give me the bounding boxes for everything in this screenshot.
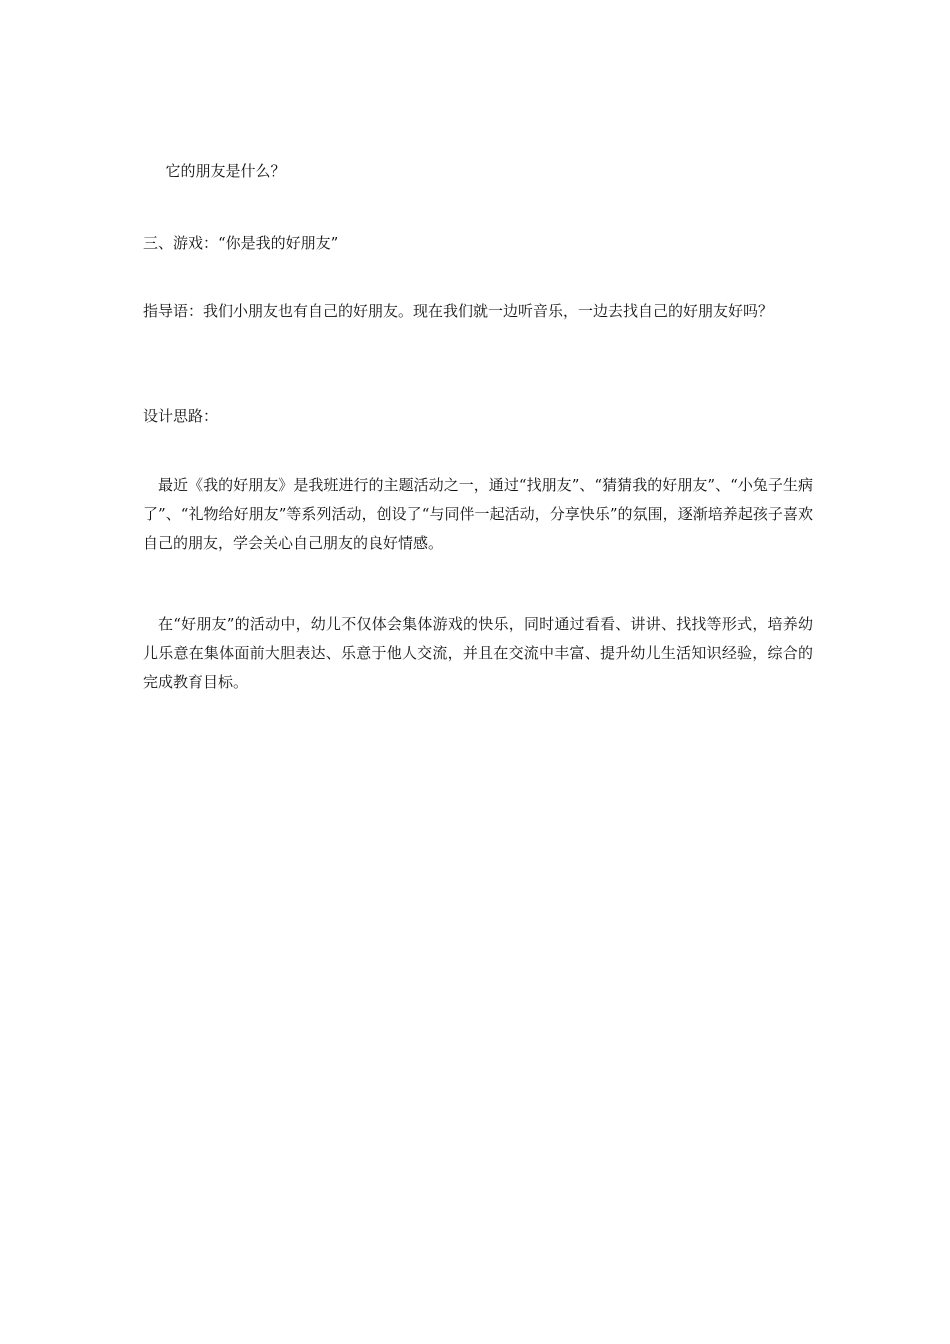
design-paragraph-2: 在“好朋友”的活动中，幼儿不仅体会集体游戏的快乐，同时通过看看、讲讲、找找等形式，培养幼儿乐意在集体面前大胆表达、乐意于他人交流，并且在交流中丰富、提升幼儿生活知识经验，综合的完成教育目标。 [143, 615, 813, 691]
guidance-text: 指导语：我们小朋友也有自己的好朋友。现在我们就一边听音乐，一边去找自己的好朋友好吗？ [143, 302, 774, 320]
question-line: 它的朋友是什么？ [165, 162, 286, 180]
design-paragraph-1: 最近《我的好朋友》是我班进行的主题活动之一，通过“找朋友”、“猜猜我的好朋友”、“小兔子生病了”、“礼物给好朋友”等系列活动，创设了“与同伴一起活动，分享快乐”的氛围，逐渐培养起孩子喜欢自己的朋友，学会关心自己朋友的良好情感。 [143, 476, 813, 552]
design-heading: 设计思路： [143, 407, 219, 425]
section-three-heading: 三、游戏：“你是我的好朋友” [143, 234, 339, 252]
